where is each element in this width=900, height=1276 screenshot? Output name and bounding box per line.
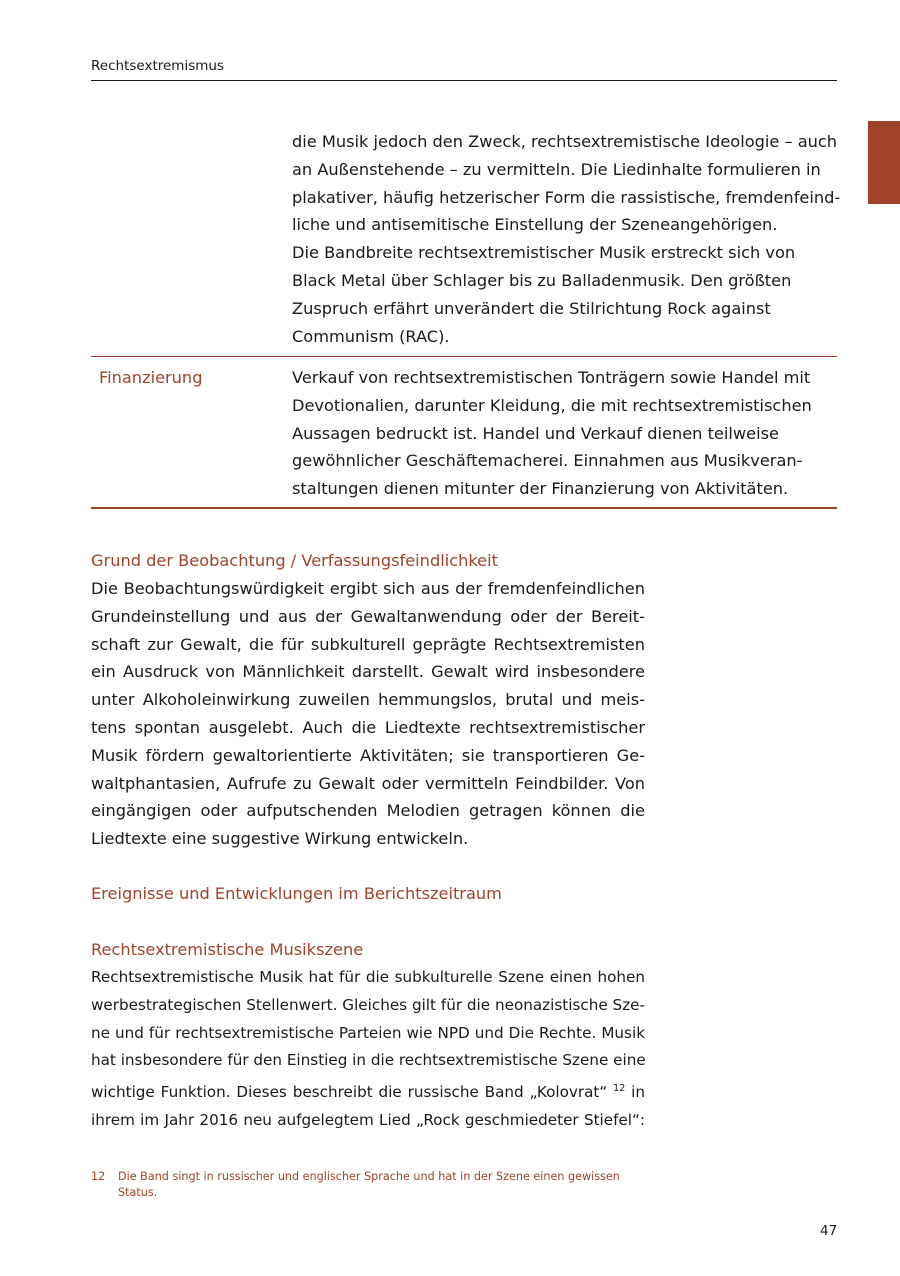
table-text-line: die Musik jedoch den Zweck, rechtsextremistische Ideologie – auch xyxy=(292,132,838,151)
running-header: Rechtsextremismus xyxy=(91,58,224,74)
paragraph-line xyxy=(91,1075,645,1107)
paragraph-line: waltphantasien, Aufrufe zu Gewalt oder vermitteln Feindbilder. Von xyxy=(91,773,645,793)
paragraph-line: ne und für rechtsextremistische Parteien wie NPD und Die Rechte. Musik xyxy=(91,1023,645,1042)
table-text-line: gewöhnlicher Geschäftemacherei. Einnahmen aus Musikveran- xyxy=(292,451,803,471)
section-heading-events: Ereignisse und Entwicklungen im Berichtszeitraum xyxy=(91,884,502,903)
page-number: 47 xyxy=(820,1223,838,1239)
paragraph-line: Die Beobachtungswürdigkeit ergibt sich aus der fremdenfeindlichen xyxy=(91,579,645,598)
footnote-text xyxy=(118,1169,645,1200)
table-row-text-financing xyxy=(292,364,837,503)
table-bottom-rule xyxy=(91,507,837,509)
paragraph-text: in xyxy=(631,1083,645,1102)
table-text-line: Aussagen bedruckt ist. Handel und Verkauf dienen teilweise xyxy=(292,423,779,443)
footnote-line: Status. xyxy=(118,1185,158,1199)
table-row-text-music xyxy=(292,128,841,350)
paragraph-line: hat insbesondere für den Einstieg in die rechtsextremistische Szene eine xyxy=(91,1051,646,1070)
footnote-reference[interactable]: 12 xyxy=(613,1083,626,1095)
paragraph-line: schaft zur Gewalt, die für subkulturell geprägte Rechtsextremisten xyxy=(91,634,645,654)
paragraph-line: tens spontan ausgelebt. Auch die Liedtexte rechtsextremistischer xyxy=(91,717,645,737)
paragraph-line: Liedtexte eine suggestive Wirkung entwickeln. xyxy=(91,829,469,849)
table-text-line: Communism (RAC). xyxy=(292,326,450,346)
paragraph-line: Musik fördern gewaltorientierte Aktivitäten; sie transportieren Ge- xyxy=(91,745,645,765)
table-text-line: Devotionalien, darunter Kleidung, die mit rechtsextremistischen xyxy=(292,395,812,415)
table-row-divider xyxy=(91,356,837,357)
paragraph-line: ihrem im Jahr 2016 neu aufgelegtem Lied „Rock geschmiedeter Stiefel“: xyxy=(91,1110,645,1129)
paragraph-text: wichtige Funktion. Dieses beschreibt die russische Band „Kolovrat“ xyxy=(91,1083,608,1102)
table-text-line: plakativer, häufig hetzerischer Form die rassistische, fremdenfeind- xyxy=(292,187,841,207)
header-rule xyxy=(91,80,837,81)
paragraph-line: ein Ausdruck von Männlichkeit darstellt. Gewalt wird insbesondere xyxy=(91,662,645,682)
paragraph-line: werbestrategischen Stellenwert. Gleiches gilt für die neonazistische Sze- xyxy=(91,995,645,1014)
table-text-line: liche und antisemitische Einstellung der Szeneangehörigen. xyxy=(292,215,778,235)
table-row-label-financing: Finanzierung xyxy=(99,368,203,387)
paragraph-line: Rechtsextremistische Musik hat für die subkulturelle Szene einen hohen xyxy=(91,968,645,986)
table-text-line: Zuspruch erfährt unverändert die Stilrichtung Rock against xyxy=(292,298,771,318)
section-heading-music-scene: Rechtsextremistische Musikszene xyxy=(91,940,364,959)
footnote-number: 12 xyxy=(91,1170,106,1183)
section-heading-observation: Grund der Beobachtung / Verfassungsfeindlichkeit xyxy=(91,551,498,570)
table-text-line: staltungen dienen mitunter der Finanzierung von Aktivitäten. xyxy=(292,479,789,499)
paragraph-line: unter Alkoholeinwirkung zuweilen hemmungslos, brutal und meis- xyxy=(91,690,645,710)
section-paragraph-observation xyxy=(91,575,645,853)
section-paragraph-music-scene xyxy=(91,964,645,1135)
table-text-line: Die Bandbreite rechtsextremistischer Musik erstreckt sich von xyxy=(292,243,796,263)
paragraph-line: Grundeinstellung und aus der Gewaltanwendung oder der Bereit- xyxy=(91,606,645,626)
paragraph-line: eingängigen oder aufputschenden Melodien getragen können die xyxy=(91,801,645,821)
table-text-line: Black Metal über Schlager bis zu Balladenmusik. Den größten xyxy=(292,270,792,290)
chapter-tab-marker xyxy=(868,121,900,204)
footnote-line: Die Band singt in russischer und englischer Sprache und hat in der Szene einen gewissen xyxy=(118,1170,620,1183)
table-text-line: an Außenstehende – zu vermitteln. Die Liedinhalte formulieren in xyxy=(292,159,821,179)
table-text-line: Verkauf von rechtsextremistischen Tonträgern sowie Handel mit xyxy=(292,368,811,387)
